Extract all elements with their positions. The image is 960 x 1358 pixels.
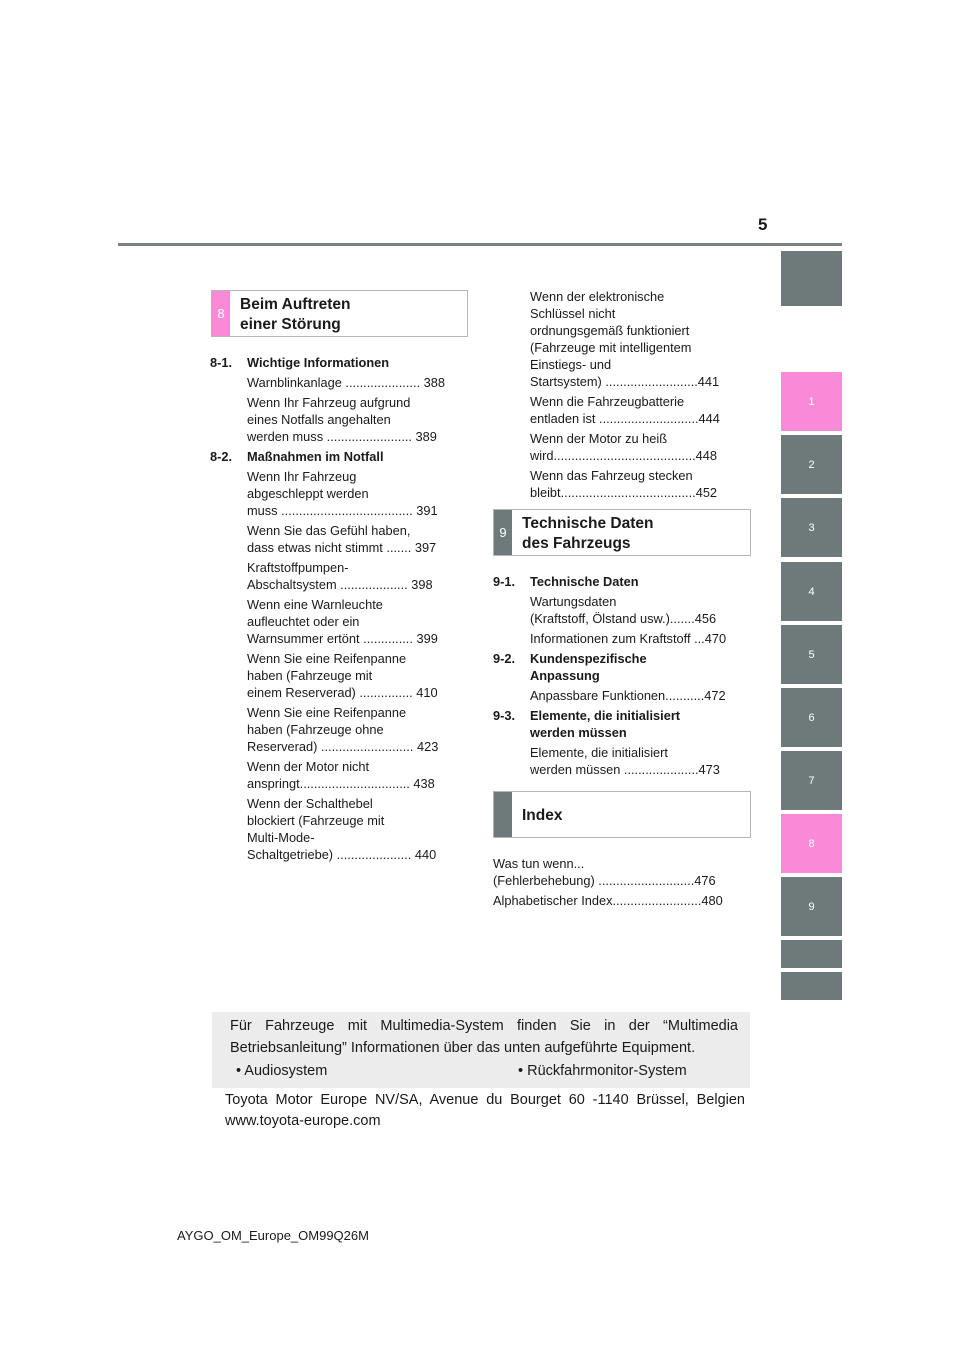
section-id: 9-2. [493,651,516,666]
toc-entry[interactable]: Alphabetischer Index.........................480 [493,893,723,908]
toc-entry[interactable]: Anpassbare Funktionen...........472 [530,688,726,703]
section-title: Wichtige Informationen [247,355,390,370]
toc-entry[interactable]: Elemente, die initialisiert werden müssen .....................473 [530,745,720,777]
toc-entry[interactable]: Wenn Sie eine Reifenpanne haben (Fahrzeuge mit einem Reserverad) ............... 410 [247,651,438,700]
publisher-address: Toyota Motor Europe NV/SA, Avenue du Bourget 60 -1140 Brüssel, Belgien [225,1092,745,1108]
multimedia-notice [212,1012,750,1088]
publisher-website[interactable]: www.toyota-europe.com [225,1113,381,1129]
section-8-1-heading[interactable] [210,354,457,371]
notice-text [230,1015,738,1059]
chapter-tab-1[interactable]: 1 [781,372,842,431]
notice-item-audio: • Audiosystem [236,1063,328,1079]
toc-entry[interactable]: Wartungsdaten (Kraftstoff, Ölstand usw.).......456 [530,594,717,626]
chapter-8-title: Beim Auftreten einer Störung [240,295,351,333]
toc-entry[interactable]: Wenn Ihr Fahrzeug aufgrund eines Notfalls angehalten werden muss ........................ 389 [247,395,437,444]
toc-entry[interactable]: Wenn eine Warnleuchte aufleuchtet oder ein Warnsummer ertönt .............. 399 [247,597,438,646]
document-id: AYGO_OM_Europe_OM99Q26M [177,1228,369,1243]
chapter-tab-6[interactable]: 6 [781,688,842,747]
toc-entry[interactable]: Warnblinkanlage ..................... 388 [247,375,445,390]
toc-entry[interactable]: Wenn Ihr Fahrzeug abgeschleppt werden muss ..................................... 391 [247,469,438,518]
chapter-9-number: 9 [494,510,512,555]
chapter-9-title: Technische Daten des Fahrzeugs [522,514,654,552]
section-id: 8-2. [210,449,233,464]
chapter-tab-5[interactable]: 5 [781,625,842,684]
index-heading[interactable] [493,791,751,838]
publisher-info [225,1090,745,1132]
section-title: Technische Daten [530,574,639,589]
section-id: 9-3. [493,708,516,723]
section-9-3-heading[interactable] [493,707,741,741]
toc-entry[interactable]: Kraftstoffpumpen- Abschaltsystem ................... 398 [247,560,433,592]
chapter-tab-index[interactable] [781,940,842,968]
chapter-tab-2[interactable]: 2 [781,435,842,494]
chapter-tab-7[interactable]: 7 [781,751,842,810]
toc-entry[interactable]: Wenn der elektronische Schlüssel nicht ordnungsgemäß funktioniert (Fahrzeuge mit intelligentem Einstiegs- und Startsystem) ..........................441 [530,289,720,389]
chapter-8-heading[interactable] [211,290,468,337]
section-9-2-heading[interactable] [493,650,741,684]
toc-entry[interactable]: Wenn das Fahrzeug stecken bleibt......................................452 [530,468,718,500]
section-id: 9-1. [493,574,516,589]
notice-line: Betriebsanleitung” Informationen über das unten aufgeführte Equipment. [230,1040,696,1056]
index-toc [493,852,741,909]
chapter-tab-9[interactable]: 9 [781,877,842,936]
chapter-8-toc [210,351,457,863]
chapter-tab-8[interactable]: 8 [781,814,842,873]
chapter-9-heading[interactable] [493,509,751,556]
toc-entry[interactable]: Wenn der Motor zu heiß wird........................................448 [530,431,718,463]
chapter-tab-blank[interactable] [781,251,842,306]
index-title: Index [522,806,563,824]
notice-item-camera: • Rückfahrmonitor-System [518,1063,687,1079]
chapter-tab-4[interactable]: 4 [781,562,842,621]
toc-entry[interactable]: Wenn Sie das Gefühl haben, dass etwas nicht stimmt ....... 397 [247,523,437,555]
index-number-tab [494,792,512,837]
notice-line: Für Fahrzeuge mit Multimedia-System finden Sie in der “Multimedia [230,1018,738,1034]
chapter-tab-extra[interactable] [781,972,842,1000]
section-8-2-heading[interactable] [210,448,457,465]
chapter-8-number: 8 [212,291,230,336]
section-9-1-heading[interactable] [493,573,741,590]
section-title: Elemente, die initialisiert werden müssen [530,708,681,740]
chapter-tab-3[interactable]: 3 [781,498,842,557]
toc-entry[interactable]: Wenn der Motor nicht anspringt............................... 438 [247,759,435,791]
toc-entry[interactable]: Informationen zum Kraftstoff ...470 [530,631,727,646]
page-number: 5 [758,215,768,234]
section-title: Kundenspezifische Anpassung [530,651,647,683]
toc-entry[interactable]: Wenn der Schalthebel blockiert (Fahrzeuge mit Multi-Mode- Schaltgetriebe) ..................... 440 [247,796,437,862]
section-title: Maßnahmen im Notfall [247,449,384,464]
toc-entry[interactable]: Wenn Sie eine Reifenpanne haben (Fahrzeuge ohne Reserverad) .......................... 423 [247,705,439,754]
header-rule [118,243,842,246]
section-id: 8-1. [210,355,233,370]
chapter-8-toc-continued [530,285,742,501]
toc-entry[interactable]: Wenn die Fahrzeugbatterie entladen ist ............................444 [530,394,720,426]
toc-entry[interactable]: Was tun wenn... (Fehlerbehebung) ...........................476 [493,856,716,888]
chapter-9-toc [493,570,741,778]
